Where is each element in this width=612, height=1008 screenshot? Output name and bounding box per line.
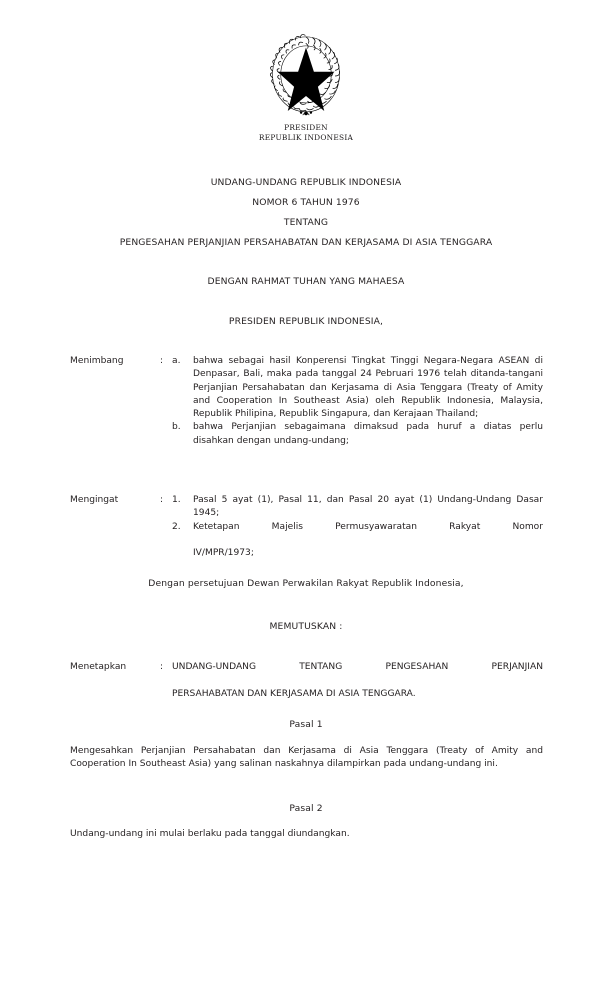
menimbang-clause: [70, 355, 543, 448]
garuda-star-wreath-emblem: [265, 32, 347, 120]
presidential-emblem-block: [0, 32, 612, 142]
invocation-line: DENGAN RAHMAT TUHAN YANG MAHAESA: [207, 276, 405, 287]
emblem-caption-line-2: REPUBLIK INDONESIA: [258, 132, 354, 142]
article-2-body: Undang-undang ini mulai berlaku pada tanggal diundangkan.: [70, 829, 350, 839]
document-title-line-1: UNDANG-UNDANG REPUBLIK INDONESIA: [210, 177, 402, 188]
document-subject-line: PENGESAHAN PERJANJIAN PERSAHABATAN DAN KERJASAMA DI ASIA TENGGARA: [119, 237, 493, 248]
mengingat-colon: :: [160, 495, 164, 505]
emblem-caption-line-1: PRESIDEN: [284, 123, 328, 132]
menetapkan-text-head: UNDANG-UNDANG TENTANG PENGESAHAN PERJANJIAN: [172, 662, 543, 672]
emblem-caption: [0, 123, 612, 142]
menimbang-item-a: [70, 355, 543, 421]
document-about-label: TENTANG: [283, 217, 329, 228]
mengingat-marker-1: 1.: [172, 495, 181, 505]
document-number-line: NOMOR 6 TAHUN 1976: [252, 197, 360, 208]
menetapkan-text-tail: PERSAHABATAN DAN KERJASAMA DI ASIA TENGGARA.: [172, 688, 416, 699]
decides-line: MEMUTUSKAN :: [269, 621, 343, 632]
approval-line: Dengan persetujuan Dewan Perwakilan Rakyat Republik Indonesia,: [148, 578, 464, 589]
article-1-body: Mengesahkan Perjanjian Persahabatan dan Kerjasama di Asia Tenggara (Treaty of Amity and Cooperation In Southeast Asia) yang salinan naskahnya dilampirkan pada undang-undang ini.: [70, 746, 543, 770]
mengingat-label: Mengingat: [70, 495, 119, 505]
article-1-heading: Pasal 1: [289, 719, 323, 730]
menimbang-marker-b: b.: [172, 422, 181, 433]
menetapkan-label: Menetapkan: [70, 662, 127, 672]
menimbang-label: Menimbang: [70, 356, 124, 366]
mengingat-text-2-tail: IV/MPR/1973;: [193, 548, 254, 559]
mengingat-text-2-head: Ketetapan Majelis Permusyawaratan Rakyat Nomor: [193, 521, 543, 532]
menimbang-text-a: bahwa sebagai hasil Konperensi Tingkat Tinggi Negara-Negara ASEAN di Denpasar, Bali, maka pada tanggal 24 Pebruari 1976 telah ditanda-tangani Perjanjian Persahabatan dan Kerjasama di Asia Tenggara (Treaty of Amity and Cooperation In Southeast Asia) oleh Republik Indonesia, Malaysia, Republik Philipina, Republik Singapura, dan Kerajaan Thailand;: [193, 356, 543, 420]
mengingat-marker-2: 2.: [172, 521, 181, 532]
menimbang-text-b: bahwa Perjanjian sebagaimana dimaksud pada huruf a diatas perlu disahkan dengan undang-undang;: [193, 422, 543, 446]
menetapkan-colon: :: [160, 662, 164, 672]
menetapkan-clause: [70, 661, 543, 701]
menimbang-colon: :: [160, 356, 164, 366]
mengingat-text-1: Pasal 5 ayat (1), Pasal 11, dan Pasal 20 ayat (1) Undang-Undang Dasar 1945;: [193, 495, 543, 519]
authority-line: PRESIDEN REPUBLIK INDONESIA,: [228, 316, 384, 327]
mengingat-item-1: [70, 494, 543, 521]
menetapkan-row: [70, 661, 543, 701]
menimbang-marker-a: a.: [172, 356, 181, 366]
menimbang-item-b: [70, 421, 543, 448]
article-2-heading: Pasal 2: [289, 803, 323, 814]
mengingat-item-2: [70, 521, 543, 561]
mengingat-clause: [70, 494, 543, 560]
